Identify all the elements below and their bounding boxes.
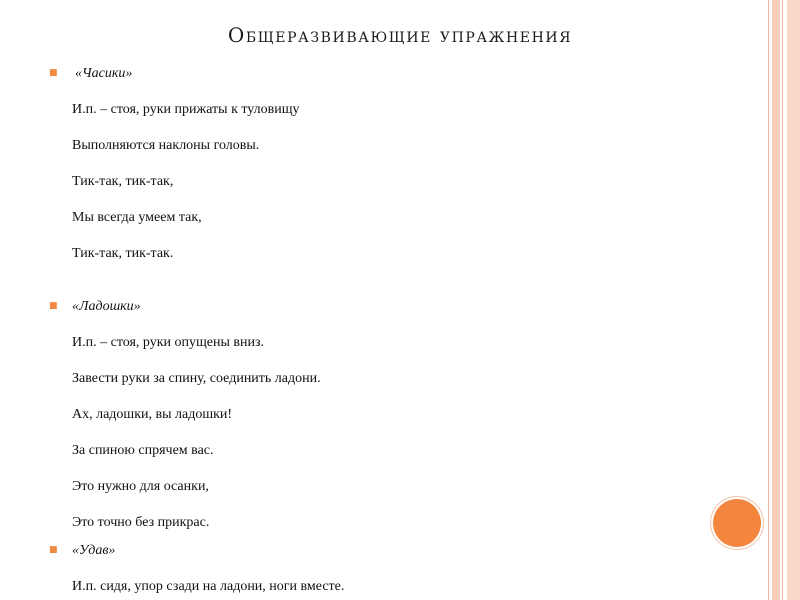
bullet-icon: ■ [49, 301, 58, 311]
exercise-line: Это точно без прикрас. [72, 515, 210, 530]
exercise-line: Тик-так, тик-так. [72, 246, 174, 261]
exercise-line: Тик-так, тик-так, [72, 174, 174, 189]
exercise-line: И.п. – стоя, руки опущены вниз. [72, 335, 265, 350]
exercise-line: Мы всегда умеем так, [72, 210, 202, 225]
exercise-line: Это нужно для осанки, [72, 479, 209, 494]
decorative-band [787, 0, 800, 600]
exercise-line: Выполняются наклоны головы. [72, 138, 260, 153]
exercise-title-udav: «Удав» [72, 543, 116, 558]
exercise-line: Ах, ладошки, вы ладошки! [72, 407, 233, 422]
exercise-line: Завести руки за спину, соединить ладони. [72, 371, 321, 386]
decorative-band [772, 0, 780, 600]
exercise-line: И.п. – стоя, руки прижаты к туловищу [72, 102, 300, 117]
slide-title: Общеразвивающие упражнения [227, 23, 573, 47]
exercise-title-ladoshki: «Ладошки» [72, 299, 141, 314]
exercise-line: За спиною спрячем вас. [72, 443, 214, 458]
orange-circle-decoration [713, 499, 761, 547]
bullet-icon: ■ [49, 545, 58, 555]
exercise-line: И.п. сидя, упор сзади на ладони, ноги вместе. [72, 579, 345, 594]
decorative-band [782, 0, 783, 600]
bullet-icon: ■ [49, 68, 58, 78]
decorative-band [768, 0, 769, 600]
exercise-title-chasiki: «Часики» [75, 66, 133, 81]
